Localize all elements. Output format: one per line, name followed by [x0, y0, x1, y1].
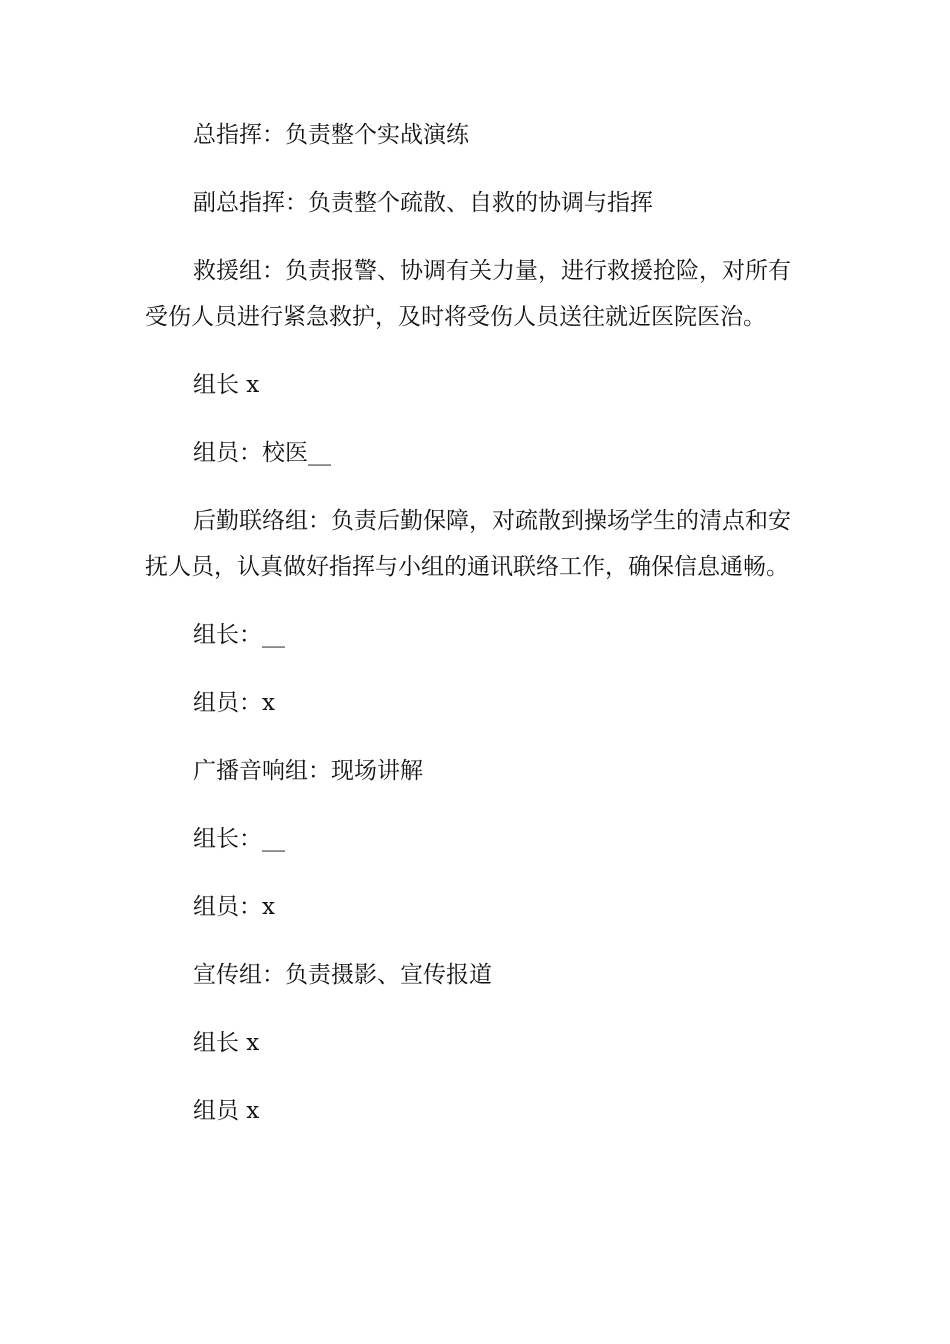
paragraph-broadcast-group: 广播音响组：现场讲解 — [193, 758, 423, 784]
paragraph-broadcast-leader: 组长：__ — [193, 826, 285, 852]
paragraph-logistics-members: 组员：x — [193, 690, 275, 716]
paragraph-deputy-commander: 副总指挥：负责整个疏散、自救的协调与指挥 — [193, 190, 653, 216]
paragraph-rescue-group: 救援组：负责报警、协调有关力量，进行救援抢险，对所有受伤人员进行紧急救护，及时将受伤人员送往就近医院医治。 — [145, 258, 791, 330]
paragraph-publicity-members: 组员 x — [193, 1098, 260, 1124]
paragraph-publicity-leader: 组长 x — [193, 1030, 260, 1056]
paragraph-broadcast-members: 组员：x — [193, 894, 275, 920]
document-body — [145, 112, 810, 1156]
paragraph-rescue-leader: 组长 x — [193, 372, 260, 398]
paragraph-rescue-members: 组员：校医__ — [193, 440, 331, 466]
paragraph-commander: 总指挥：负责整个实战演练 — [193, 122, 469, 148]
paragraph-logistics-group: 后勤联络组：负责后勤保障，对疏散到操场学生的清点和安抚人员，认真做好指挥与小组的通讯联络工作，确保信息通畅。 — [145, 508, 791, 580]
paragraph-publicity-group: 宣传组：负责摄影、宣传报道 — [193, 962, 492, 988]
paragraph-logistics-leader: 组长：__ — [193, 622, 285, 648]
